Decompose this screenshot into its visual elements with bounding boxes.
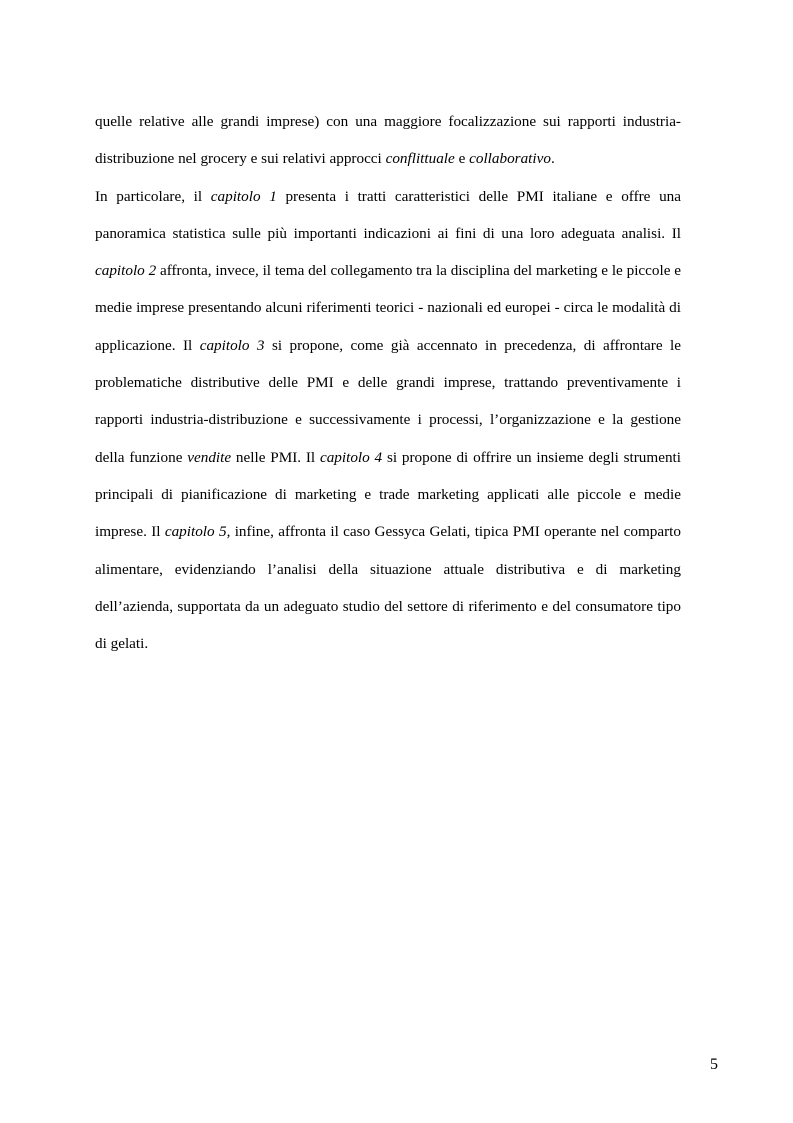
paragraph-2-italic-capitolo-4: capitolo 4 [319, 448, 383, 466]
paragraph-1-italic-collaborativo: collaborativo [469, 150, 551, 168]
paragraph-2-italic-capitolo-5: capitolo 5 [164, 523, 227, 541]
page-number: 5 [710, 1056, 718, 1073]
paragraph-1 [95, 103, 681, 178]
paragraph-2-text-4: si propone, come già accennato in precedenza, di affrontare le problematiche distributive delle PMI e delle grandi imprese, trattando preventivamente i rapporti industria-distribuzione e successivamente i processi, l’organizzazione e la gestione della funzione [95, 336, 681, 466]
paragraph-2 [95, 178, 681, 663]
body-text [95, 103, 681, 662]
paragraph-2-text-7: , infine, affronta il caso Gessyca Gelati, tipica PMI operante nel comparto alimentare, evidenziando l’analisi della situazione attuale distributiva e di marketing dell’azienda, supportata da un adeguato studio del settore di riferimento e del consumatore tipo di gelati. [95, 523, 681, 653]
paragraph-1-text-1: quelle relative alle grandi imprese) con una maggiore focalizzazione sui rapporti industria-distribuzione nel grocery e sui relativi approcci [95, 113, 681, 168]
paragraph-2-text-3: affronta, invece, il tema del collegamento tra la disciplina del marketing e le piccole e medie imprese presentando alcuni riferimenti teorici - nazionali ed europei - circa le modalità di applicazione. Il [95, 262, 681, 354]
paragraph-2-italic-capitolo-3: capitolo 3 [199, 336, 265, 354]
paragraph-2-text-1: In particolare, il [95, 187, 211, 205]
paragraph-1-text-3: . [550, 150, 555, 168]
paragraph-1-text-2: e [454, 150, 470, 168]
paragraph-2-text-5: nelle PMI. Il [231, 448, 320, 466]
paragraph-1-italic-conflittuale: conflittuale [385, 150, 455, 168]
paragraph-2-text-6: si propone di offrire un insieme degli strumenti principali di pianificazione di marketing e trade marketing applicati alle piccole e medie imprese. Il [95, 448, 681, 541]
paragraph-2-italic-capitolo-1: capitolo 1 [210, 187, 277, 205]
paragraph-2-italic-capitolo-2: capitolo 2 [95, 262, 157, 280]
paragraph-2-italic-vendite: vendite [187, 448, 232, 466]
paragraph-2-text-2: presenta i tratti caratteristici delle PMI italiane e offre una panoramica statistica sulle più importanti indicazioni ai fini di una loro adeguata analisi. Il [95, 187, 682, 242]
